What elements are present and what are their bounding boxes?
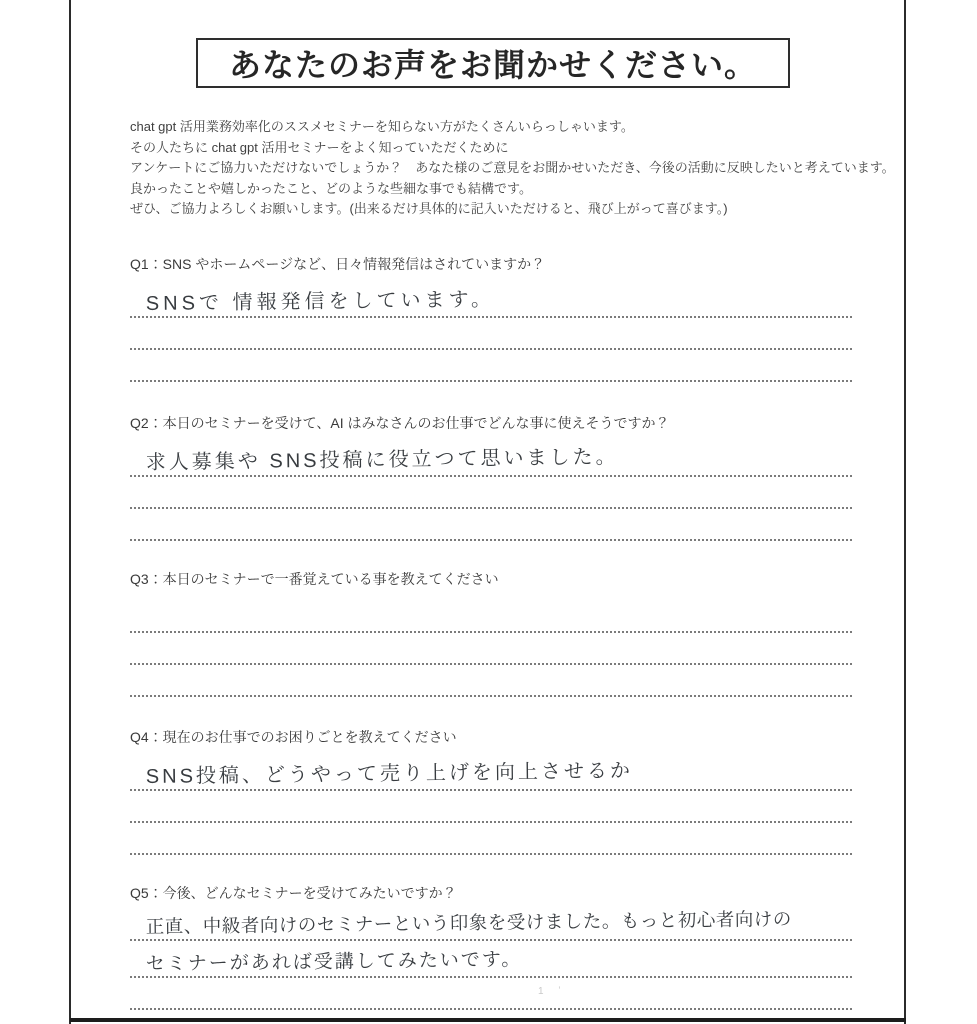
question-block-q5 — [130, 883, 852, 1010]
question-block-q1 — [130, 254, 852, 382]
answer-line — [130, 941, 852, 978]
answer-line — [130, 350, 852, 382]
answer-line — [130, 823, 852, 855]
question-label: Q5：今後、どんなセミナーを受けてみたいですか？ — [130, 885, 457, 901]
handwritten-answer: 正直、中級者向けのセミナーという印象を受けました。もっと初心者向けの — [145, 908, 792, 938]
question-label: Q3：本日のセミナーで一番覚えている事を教えてください — [130, 571, 499, 587]
answer-line — [130, 318, 852, 350]
answer-line — [130, 791, 852, 823]
intro-line: その人たちに chat gpt 活用セミナーをよく知っていただくために — [130, 139, 509, 155]
page-border-left — [69, 0, 71, 1024]
page-border-bottom — [70, 1018, 906, 1022]
answer-area — [130, 747, 852, 855]
intro-line: アンケートにご協力いただけないでしょうか？ あなた様のご意見をお聞かせいただき、今後の活動に反映したいと考えています。 — [130, 160, 895, 175]
answer-line — [130, 903, 852, 941]
handwritten-answer: SNSで 情報発信をしています。 — [145, 288, 496, 316]
question-block-q4 — [130, 727, 852, 855]
question-label: Q1：SNS やホームページなど、日々情報発信はされていますか？ — [130, 256, 546, 272]
answer-line — [130, 633, 852, 665]
handwritten-answer: 求人募集や SNS投稿に役立つて思いました。 — [145, 446, 619, 475]
handwritten-answer: SNS投稿、どうやって売り上げを向上させるか — [145, 760, 634, 789]
answer-line — [130, 665, 852, 697]
question-block-q3 — [130, 569, 852, 697]
answer-area — [130, 433, 852, 541]
question-label: Q2：本日のセミナーを受けて、AI はみなさんのお仕事でどんな事に使えそうですか？ — [130, 415, 670, 431]
answer-line — [130, 509, 852, 541]
answer-line — [130, 589, 852, 633]
page-border-right — [904, 0, 906, 1024]
answer-line — [130, 274, 852, 318]
answer-line — [130, 747, 852, 791]
page-title: あなたのお声をお聞かせください。 — [228, 47, 757, 83]
intro-line: ぜひ、ご協力よろしくお願いします。(出来るだけ具体的に記入いただけると、飛び上がって喜びます。) — [130, 201, 728, 216]
handwritten-answer: セミナーがあれば受講してみたいです。 — [145, 949, 523, 976]
answer-area — [130, 589, 852, 697]
title-box — [196, 38, 790, 88]
answer-line — [130, 433, 852, 477]
intro-line: chat gpt 活用業務効率化のススメセミナーを知らない方がたくさんいらっしゃいます。 — [130, 119, 634, 134]
question-block-q2 — [130, 413, 852, 541]
question-label: Q4：現在のお仕事でのお困りごとを教えてください — [130, 729, 457, 745]
answer-line — [130, 978, 852, 1010]
answer-area — [130, 274, 852, 382]
scan-artifact: 1 ʼ — [538, 986, 567, 997]
answer-area — [130, 903, 852, 1010]
answer-line — [130, 477, 852, 509]
intro-line: 良かったことや嬉しかったこと、どのような些細な事でも結構です。 — [130, 180, 532, 196]
intro-paragraph — [130, 117, 895, 220]
